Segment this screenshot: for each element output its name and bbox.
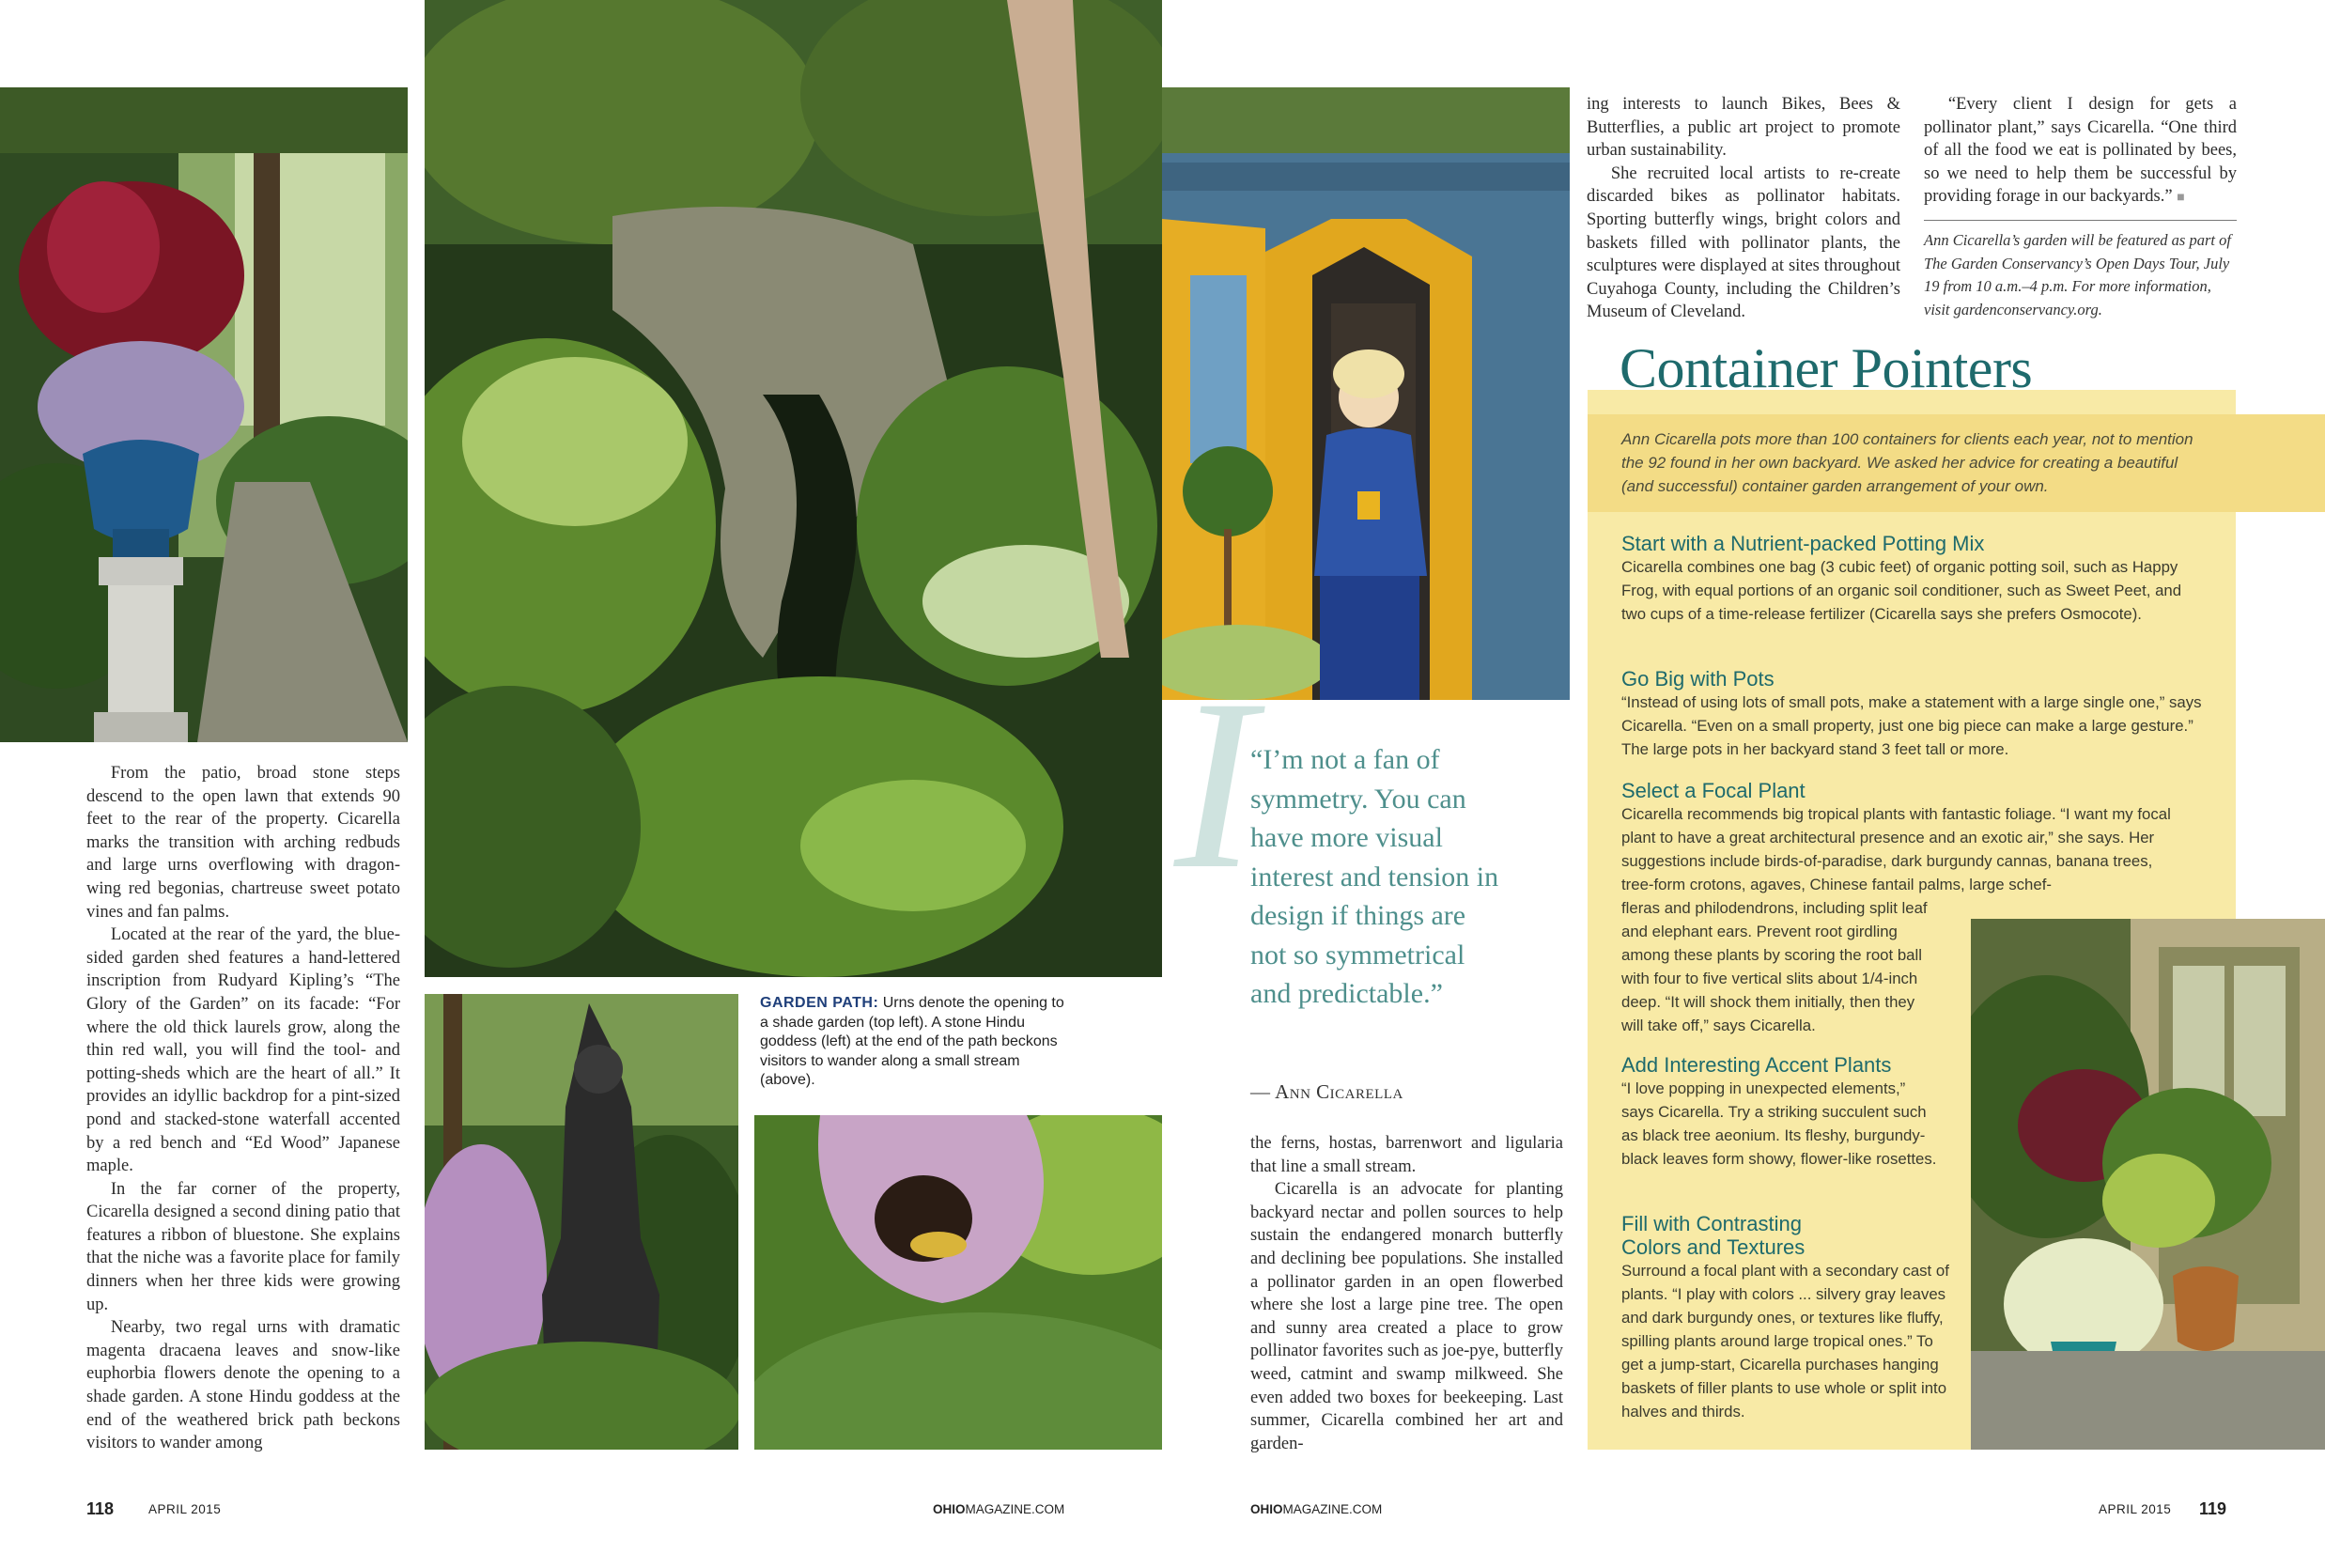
body-paragraph xyxy=(1924,93,2237,210)
body-paragraph: In the far corner of the property, Cicarella designed a second dining patio that features a ribbon of bluestone. She explains that the niche was a favorite place for family dinners when her three kids were growing up. xyxy=(86,1179,400,1314)
end-mark: ■ xyxy=(2177,191,2185,206)
body-paragraph: From the patio, broad stone steps descend to the open lawn that extends 90 feet to the rear of the property. Cicarella marks the transition with arching redbuds and large urns overflowing with dragon-wing red begonias, chartreuse sweet potato vines and fan palms. xyxy=(86,764,400,922)
right-issue-date: APRIL 2015 xyxy=(2099,1502,2172,1516)
tip-heading: Fill with Contrasting Colors and Textures xyxy=(1621,1212,1806,1259)
garden-path-caption xyxy=(760,994,1070,1091)
tip-heading: Start with a Nutrient-packed Potting Mix xyxy=(1621,532,1985,555)
note-divider xyxy=(1924,220,2237,221)
closing-quote: “Every client I design for gets a pollinator plant,” says Cicarella. “One third of all the food we eat is pollinated by bees, so we need to help them be successful by providing forage in our backyards.” xyxy=(1924,95,2237,207)
sidebar-title: Container Pointers xyxy=(1620,337,2033,399)
right-body-column-c xyxy=(1924,93,2237,210)
body-paragraph: the ferns, hostas, barrenwort and ligularia that line a small stream. xyxy=(1250,1134,1563,1176)
site-name-bold: OHIO xyxy=(933,1502,966,1516)
tip-accent-plants xyxy=(1621,1053,1941,1171)
right-site-name xyxy=(1250,1502,1382,1516)
tip-heading: Add Interesting Accent Plants xyxy=(1621,1053,1892,1077)
tip-text: Cicarella recommends big tropical plants with fantastic foliage. “I want my focal plant to have a great architectural presence and an exotic air,” she says. Her suggestions include birds-of-paradise, dark burgundy cannas, banana trees, tree-form crotons, agaves, Chinese fantail palms, large schef- xyxy=(1621,805,2171,893)
body-paragraph: ing interests to launch Bikes, Bees & Butterflies, a public art project to promote urban sustainability. xyxy=(1587,95,1900,161)
pull-quote-attribution: — Ann Cicarella xyxy=(1250,1080,1403,1103)
body-paragraph: She recruited local artists to re-create discarded bikes as pollinator habitats. Sporting butterfly wings, bright colors and baskets filled with pollinator plants, the sculptures were displayed at sites throughout Cuyahoga County, including the Children’s Museum of Cleveland. xyxy=(1587,163,1900,322)
left-site-name xyxy=(933,1502,1064,1516)
right-body-column-a xyxy=(1250,1132,1563,1455)
pull-quote-initial: I xyxy=(1174,649,1256,920)
tip-potting-mix xyxy=(1621,532,2185,626)
left-body-column xyxy=(86,762,400,1455)
body-paragraph: Cicarella is an advocate for planting backyard nectar and pollen sources to help sustain the endangered monarch butterfly and declining bee populations. She installed a pollinator garden in an open flowerbed where she lost a large pine tree. The open and sunny area created a place to grow pollinator favorites such as joe-pye, butterfly weed, catmint and swamp milkweed. She even added two boxes for beekeeping. Last summer, Cicarella combined her art and garden- xyxy=(1250,1180,1563,1453)
right-body-column-b xyxy=(1587,93,1900,324)
caption-label: GARDEN PATH: xyxy=(760,995,879,1011)
tip-focal-plant xyxy=(1621,779,2185,896)
site-name-rest: MAGAZINE.COM xyxy=(1282,1502,1383,1516)
right-page-number: 119 xyxy=(2199,1499,2227,1518)
tip-contrasting-colors xyxy=(1621,1212,1950,1423)
tip-heading: Go Big with Pots xyxy=(1621,667,1775,691)
photo-hindu-goddess-statue xyxy=(425,994,738,1450)
body-paragraph: Located at the rear of the yard, the blue-sided garden shed features a hand-lettered inscription from Rudyard Kipling’s “The Glory of the Garden” on its facade: “For where the old thick laurels grow, along the thin red wall, you will find the tool- and potting-sheds which are the heart of all.” It provides an idyllic backdrop for a pint-sized pond and stacked-stone waterfall accented by a red bench and “Ed Wood” Japanese maple. xyxy=(86,925,400,1176)
left-issue-date: APRIL 2015 xyxy=(148,1502,222,1516)
pull-quote: “I’m not a fan of symmetry. You can have more visual interest and tension in design if things are not so symmetrical and predictable.” xyxy=(1250,744,1499,1009)
tip-heading: Select a Focal Plant xyxy=(1621,779,1806,802)
photo-bee-in-flower xyxy=(754,1115,1162,1450)
left-page-number: 118 xyxy=(86,1499,115,1518)
photo-urn-pedestal xyxy=(0,87,408,742)
tip-text: Cicarella combines one bag (3 cubic feet) of organic potting soil, such as Happy Frog, with equal portions of an organic soil conditioner, such as Sweet Peet, and two cups of a time-release fertilizer (Cicarella says she prefers Osmocote). xyxy=(1621,558,2182,623)
site-name-rest: MAGAZINE.COM xyxy=(965,1502,1065,1516)
tip-text: “I love popping in unexpected elements,” says Cicarella. Try a striking succulent such as black tree aeonium. Its fleshy, burgundy-black leaves form showy, flower-like rosettes. xyxy=(1621,1079,1937,1168)
photo-garden-path-stream xyxy=(425,0,1162,977)
open-days-note: Ann Cicarella’s garden will be featured as part of The Garden Conservancy’s Open Days Tour, July 19 from 10 a.m.–4 p.m. For more information, visit gardenconservancy.org. xyxy=(1924,231,2231,318)
photo-woman-shed-doorway xyxy=(1162,87,1570,700)
sidebar-intro: Ann Cicarella pots more than 100 containers for clients each year, not to mention the 92 found in her own backyard. We asked her advice for creating a beautiful (and successful) container garden arrangement of your own. xyxy=(1621,430,2193,495)
caption-text: Urns denote the opening to a shade garden (top left). A stone Hindu goddess (left) at the end of the path beckons visitors to wander along a small stream (above). xyxy=(760,995,1064,1088)
tip-text: “Instead of using lots of small pots, make a statement with a large single one,” says Cicarella. “Even on a small property, just one big piece can make a large gesture.” The large pots in her backyard stand 3 feet tall or more. xyxy=(1621,693,2202,758)
tip-go-big xyxy=(1621,667,2213,761)
photo-container-arrangement xyxy=(1971,919,2325,1450)
body-paragraph: Nearby, two regal urns with dramatic magenta dracaena leaves and snow-like euphorbia flowers denote the opening to a shade garden. A stone Hindu goddess at the end of the weathered brick path beckons visitors to wander among xyxy=(86,1318,400,1453)
tip-focal-plant-continued xyxy=(1621,896,1941,1037)
tip-text: fleras and philodendrons, including split leaf and elephant ears. Prevent root girdling among these plants by scoring the root ball with four to five vertical slits about 1/4-inch deep. “It will shock them initially, then they will take off,” says Cicarella. xyxy=(1621,899,1928,1034)
site-name-bold: OHIO xyxy=(1250,1502,1283,1516)
tip-text: Surround a focal plant with a secondary cast of plants. “I play with colors ... silvery gray leaves and dark burgundy ones, or textures like fluffy, spilling plants around large tropical ones.” To get a jump-start, Cicarella purchases hanging baskets of filler plants to use whole or split into halves and thirds. xyxy=(1621,1262,1949,1421)
